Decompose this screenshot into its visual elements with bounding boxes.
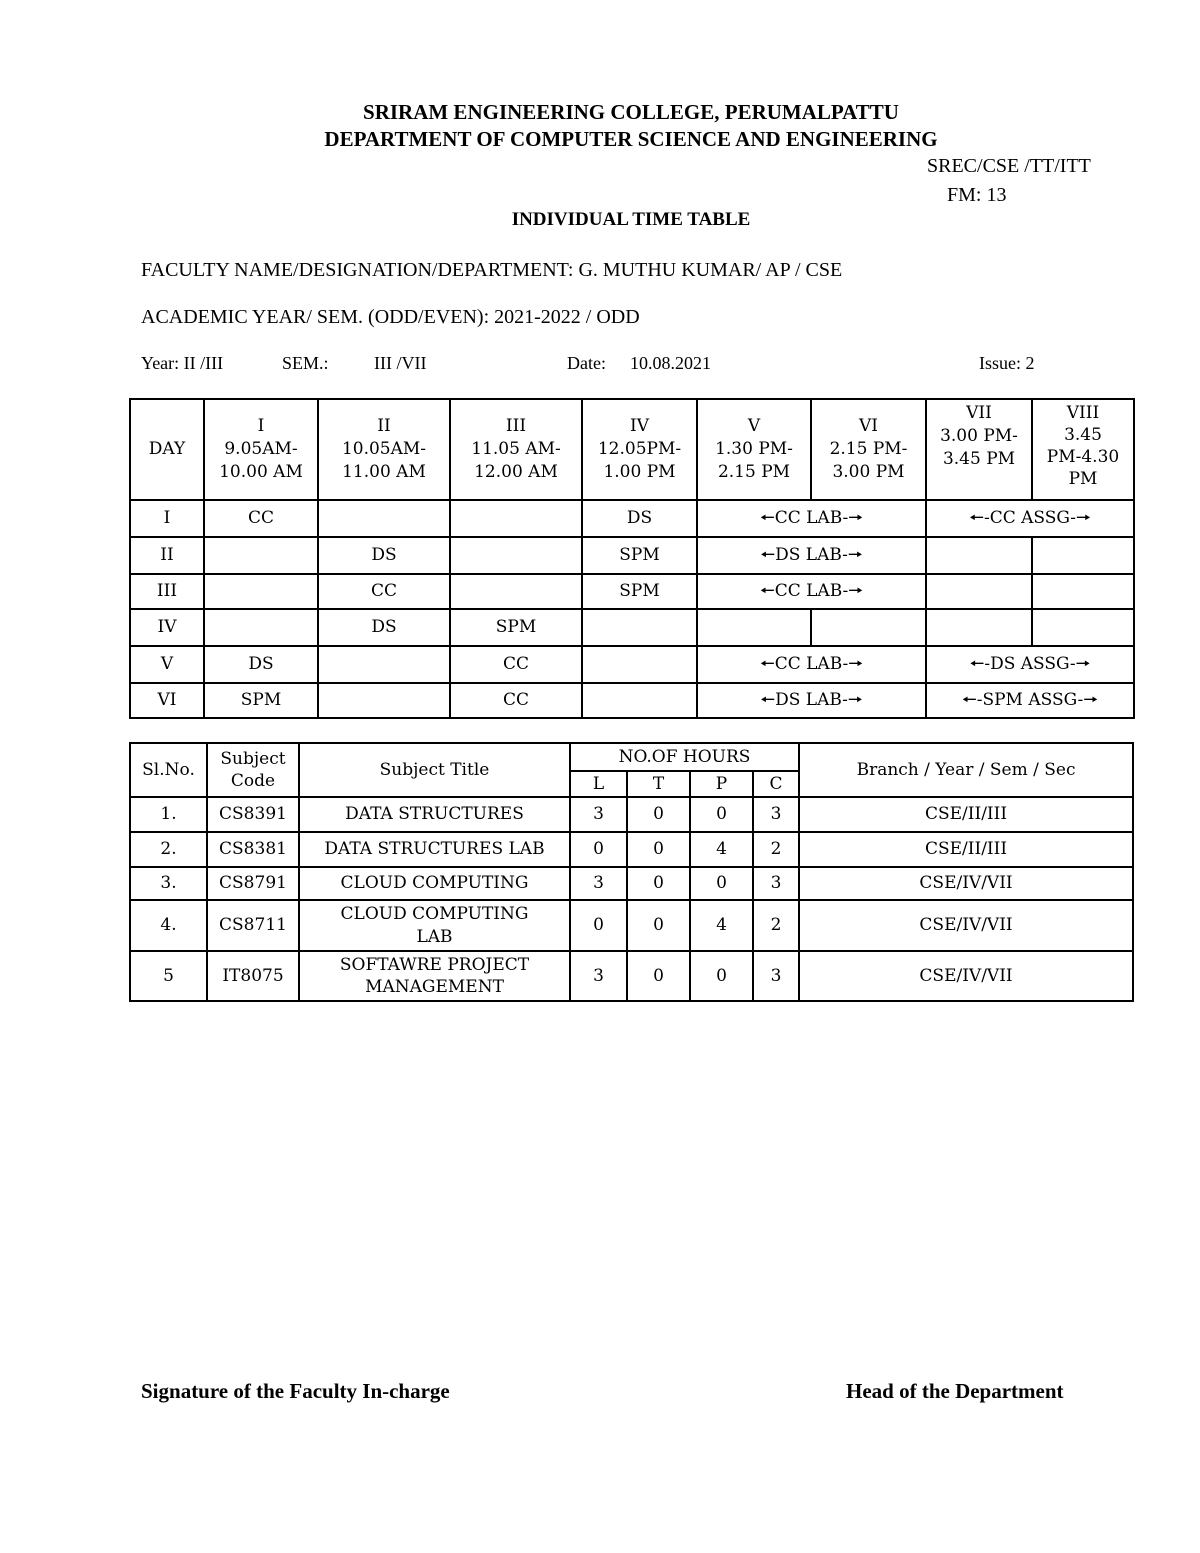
arrow-right-icon: 🠖 — [847, 545, 863, 566]
lab-label: DS LAB- — [775, 690, 848, 711]
period-time: 9.05AM- — [224, 439, 298, 460]
c-cell: 3 — [753, 867, 799, 900]
period-time: 3.00 PM- — [940, 425, 1018, 446]
period-time: 1.30 PM- — [715, 439, 793, 460]
c-cell: 3 — [753, 797, 799, 832]
day-cell: IV — [130, 609, 204, 646]
code-cell: CS8391 — [207, 797, 299, 832]
period-time: 11.05 AM- — [471, 439, 561, 460]
college-name: SRIRAM ENGINEERING COLLEGE, PERUMALPATTU — [363, 100, 899, 124]
slno-cell: 4. — [130, 900, 207, 951]
lab-block — [697, 646, 926, 683]
branch-cell: CSE/IV/VII — [799, 951, 1133, 1001]
period-header — [811, 399, 926, 500]
day-cell: III — [130, 574, 204, 609]
period-time: 2.15 PM- — [829, 439, 908, 460]
department-name: DEPARTMENT OF COMPUTER SCIENCE AND ENGINEERING — [324, 127, 938, 151]
period-header — [204, 399, 318, 500]
slot-cell — [582, 609, 697, 646]
period-time: 3.45 — [1064, 425, 1102, 446]
p-cell: 0 — [690, 797, 753, 832]
period-number: VI — [859, 416, 878, 437]
l-cell: 0 — [570, 832, 627, 867]
t-cell: 0 — [627, 832, 690, 867]
period-time: 11.00 AM — [342, 461, 426, 482]
slot-cell — [204, 537, 318, 574]
slno-cell: 5 — [130, 951, 207, 1001]
period-header — [926, 399, 1032, 500]
slot-cell — [1032, 537, 1134, 574]
day-header: DAY — [130, 399, 204, 500]
timetable-grid — [129, 398, 1135, 719]
slot-cell: CC — [204, 500, 318, 537]
l-cell: 3 — [570, 867, 627, 900]
academic-line: ACADEMIC YEAR/ SEM. (ODD/EVEN): 2021-2022 / ODD — [141, 306, 640, 328]
arrow-left-icon: 🠔 — [760, 690, 776, 711]
slot-cell: DS — [318, 537, 450, 574]
assignment-block — [926, 683, 1134, 718]
arrow-left-icon: 🠔 — [969, 654, 985, 675]
slno-header: Sl.No. — [130, 743, 207, 797]
lab-block — [697, 574, 926, 609]
subjects-header-row — [130, 743, 1133, 771]
slot-cell: CC — [450, 646, 582, 683]
period-time: 3.45 PM — [942, 448, 1016, 469]
period-number: VII — [966, 403, 992, 423]
branch-header: Branch / Year / Sem / Sec — [799, 743, 1133, 797]
p-cell: 4 — [690, 832, 753, 867]
p-cell: 0 — [690, 951, 753, 1001]
period-number: VIII — [1066, 403, 1100, 423]
period-time: 12.05PM- — [597, 439, 682, 460]
period-header — [318, 399, 450, 500]
branch-cell: CSE/II/III — [799, 832, 1133, 867]
timetable-row — [130, 500, 1134, 537]
title-line: CLOUD COMPUTING — [340, 904, 529, 925]
code-cell: CS8381 — [207, 832, 299, 867]
period-time: 12.00 AM — [474, 461, 558, 482]
l-cell: 3 — [570, 951, 627, 1001]
title-cell — [299, 951, 570, 1001]
faculty-line: FACULTY NAME/DESIGNATION/DEPARTMENT: G. MUTHU KUMAR/ AP / CSE — [141, 259, 843, 281]
l-cell: 0 — [570, 900, 627, 951]
timetable-row — [130, 609, 1134, 646]
slot-cell: DS — [204, 646, 318, 683]
slot-cell — [318, 500, 450, 537]
period-header — [697, 399, 811, 500]
slot-cell: DS — [582, 500, 697, 537]
arrow-right-icon: 🠖 — [848, 508, 864, 529]
period-time: 1.00 PM — [603, 461, 676, 482]
hours-header: NO.OF HOURS — [570, 743, 799, 771]
slot-cell — [926, 609, 1032, 646]
lab-block — [697, 500, 926, 537]
arrow-right-icon: 🠖 — [847, 690, 863, 711]
t-header: T — [627, 771, 690, 797]
slot-cell — [318, 683, 450, 718]
t-cell: 0 — [627, 797, 690, 832]
p-cell: 4 — [690, 900, 753, 951]
period-number: IV — [630, 416, 649, 437]
period-time: 3.00 PM — [832, 461, 905, 482]
assignment-label: -SPM ASSG- — [976, 690, 1084, 711]
slot-cell: SPM — [582, 574, 697, 609]
title-cell — [299, 900, 570, 951]
sem-value: III /VII — [374, 353, 427, 373]
date-value: 10.08.2021 — [630, 353, 711, 373]
subjects-table — [129, 742, 1134, 1002]
period-number: III — [505, 416, 527, 437]
p-cell: 0 — [690, 867, 753, 900]
period-time: PM — [1068, 469, 1098, 490]
subject-row — [130, 832, 1133, 867]
arrow-left-icon: 🠔 — [969, 508, 984, 529]
assignment-block — [926, 646, 1134, 683]
slot-cell — [450, 537, 582, 574]
timetable-header-row — [130, 399, 1134, 500]
arrow-left-icon: 🠔 — [760, 545, 776, 566]
date-label: Date: — [567, 353, 606, 373]
issue-field: Issue: 2 — [979, 353, 1035, 373]
slot-cell — [204, 609, 318, 646]
code-cell: CS8711 — [207, 900, 299, 951]
timetable-row — [130, 646, 1134, 683]
arrow-left-icon: 🠔 — [759, 654, 775, 675]
arrow-left-icon: 🠔 — [759, 508, 775, 529]
branch-cell: CSE/IV/VII — [799, 900, 1133, 951]
subject-row — [130, 867, 1133, 900]
year-field: Year: II /III — [141, 353, 224, 373]
code-header-line: Subject — [220, 748, 286, 769]
subject-row — [130, 900, 1133, 951]
period-time: PM-4.30 — [1046, 447, 1120, 468]
timetable-row — [130, 537, 1134, 574]
period-time: 10.00 AM — [219, 461, 303, 482]
day-cell: V — [130, 646, 204, 683]
slot-cell — [811, 609, 926, 646]
slno-cell: 2. — [130, 832, 207, 867]
arrow-right-icon: 🠖 — [848, 581, 864, 602]
form-number: FM: 13 — [947, 184, 1007, 206]
slot-cell — [582, 683, 697, 718]
title-cell: DATA STRUCTURES LAB — [299, 832, 570, 867]
code-header — [207, 743, 299, 797]
slot-cell — [204, 574, 318, 609]
slot-cell — [926, 537, 1032, 574]
lab-block — [697, 683, 926, 718]
arrow-left-icon: 🠔 — [961, 690, 977, 711]
c-cell: 2 — [753, 900, 799, 951]
lab-label: CC LAB- — [774, 581, 849, 602]
l-header: L — [570, 771, 627, 797]
period-number: V — [747, 416, 761, 437]
slot-cell — [318, 646, 450, 683]
title-cell: CLOUD COMPUTING — [299, 867, 570, 900]
day-cell: VI — [130, 683, 204, 718]
period-time: 10.05AM- — [341, 439, 427, 460]
title-line: LAB — [416, 926, 453, 947]
arrow-right-icon: 🠖 — [1083, 690, 1099, 711]
sem-label: SEM.: — [282, 353, 329, 373]
c-header: C — [753, 771, 799, 797]
arrow-right-icon: 🠖 — [1076, 508, 1091, 529]
slot-cell: DS — [318, 609, 450, 646]
slot-cell — [1032, 609, 1134, 646]
arrow-right-icon: 🠖 — [1075, 654, 1091, 675]
subject-row — [130, 951, 1133, 1001]
slot-cell — [1032, 574, 1134, 609]
period-header — [582, 399, 697, 500]
assignment-label: -CC ASSG- — [983, 508, 1077, 529]
slno-cell: 1. — [130, 797, 207, 832]
code-cell: CS8791 — [207, 867, 299, 900]
document-code: SREC/CSE /TT/ITT — [927, 155, 1091, 177]
faculty-signature-label: Signature of the Faculty In-charge — [141, 1379, 450, 1403]
slot-cell — [582, 646, 697, 683]
lab-block — [697, 537, 926, 574]
lab-label: CC LAB- — [774, 654, 849, 675]
title-cell: DATA STRUCTURES — [299, 797, 570, 832]
branch-cell: CSE/II/III — [799, 797, 1133, 832]
c-cell: 3 — [753, 951, 799, 1001]
p-header: P — [690, 771, 753, 797]
subject-row — [130, 797, 1133, 832]
period-number: II — [377, 416, 391, 437]
day-cell: II — [130, 537, 204, 574]
l-cell: 3 — [570, 797, 627, 832]
t-cell: 0 — [627, 900, 690, 951]
arrow-right-icon: 🠖 — [848, 654, 864, 675]
page-title: INDIVIDUAL TIME TABLE — [511, 209, 751, 230]
period-number: I — [257, 416, 265, 437]
branch-cell: CSE/IV/VII — [799, 867, 1133, 900]
slot-cell: CC — [318, 574, 450, 609]
slot-cell: SPM — [450, 609, 582, 646]
slot-cell — [450, 500, 582, 537]
slot-cell: SPM — [204, 683, 318, 718]
slot-cell — [697, 609, 811, 646]
period-time: 2.15 PM — [717, 461, 791, 482]
period-header — [450, 399, 582, 500]
slot-cell — [926, 574, 1032, 609]
t-cell: 0 — [627, 867, 690, 900]
title-line: MANAGEMENT — [365, 977, 504, 997]
timetable-row — [130, 683, 1134, 718]
slot-cell: CC — [450, 683, 582, 718]
slot-cell — [450, 574, 582, 609]
lab-label: CC LAB- — [774, 508, 849, 529]
code-cell: IT8075 — [207, 951, 299, 1001]
slot-cell: SPM — [582, 537, 697, 574]
timetable-row — [130, 574, 1134, 609]
assignment-label: -DS ASSG- — [984, 654, 1076, 675]
assignment-block — [926, 500, 1134, 537]
lab-label: DS LAB- — [775, 545, 848, 566]
slno-cell: 3. — [130, 867, 207, 900]
t-cell: 0 — [627, 951, 690, 1001]
day-cell: I — [130, 500, 204, 537]
arrow-left-icon: 🠔 — [759, 581, 775, 602]
title-header: Subject Title — [299, 743, 570, 797]
title-line: SOFTAWRE PROJECT — [339, 954, 530, 975]
period-header — [1032, 399, 1134, 500]
c-cell: 2 — [753, 832, 799, 867]
code-header-line: Code — [230, 771, 276, 791]
hod-signature-label: Head of the Department — [846, 1379, 1064, 1403]
